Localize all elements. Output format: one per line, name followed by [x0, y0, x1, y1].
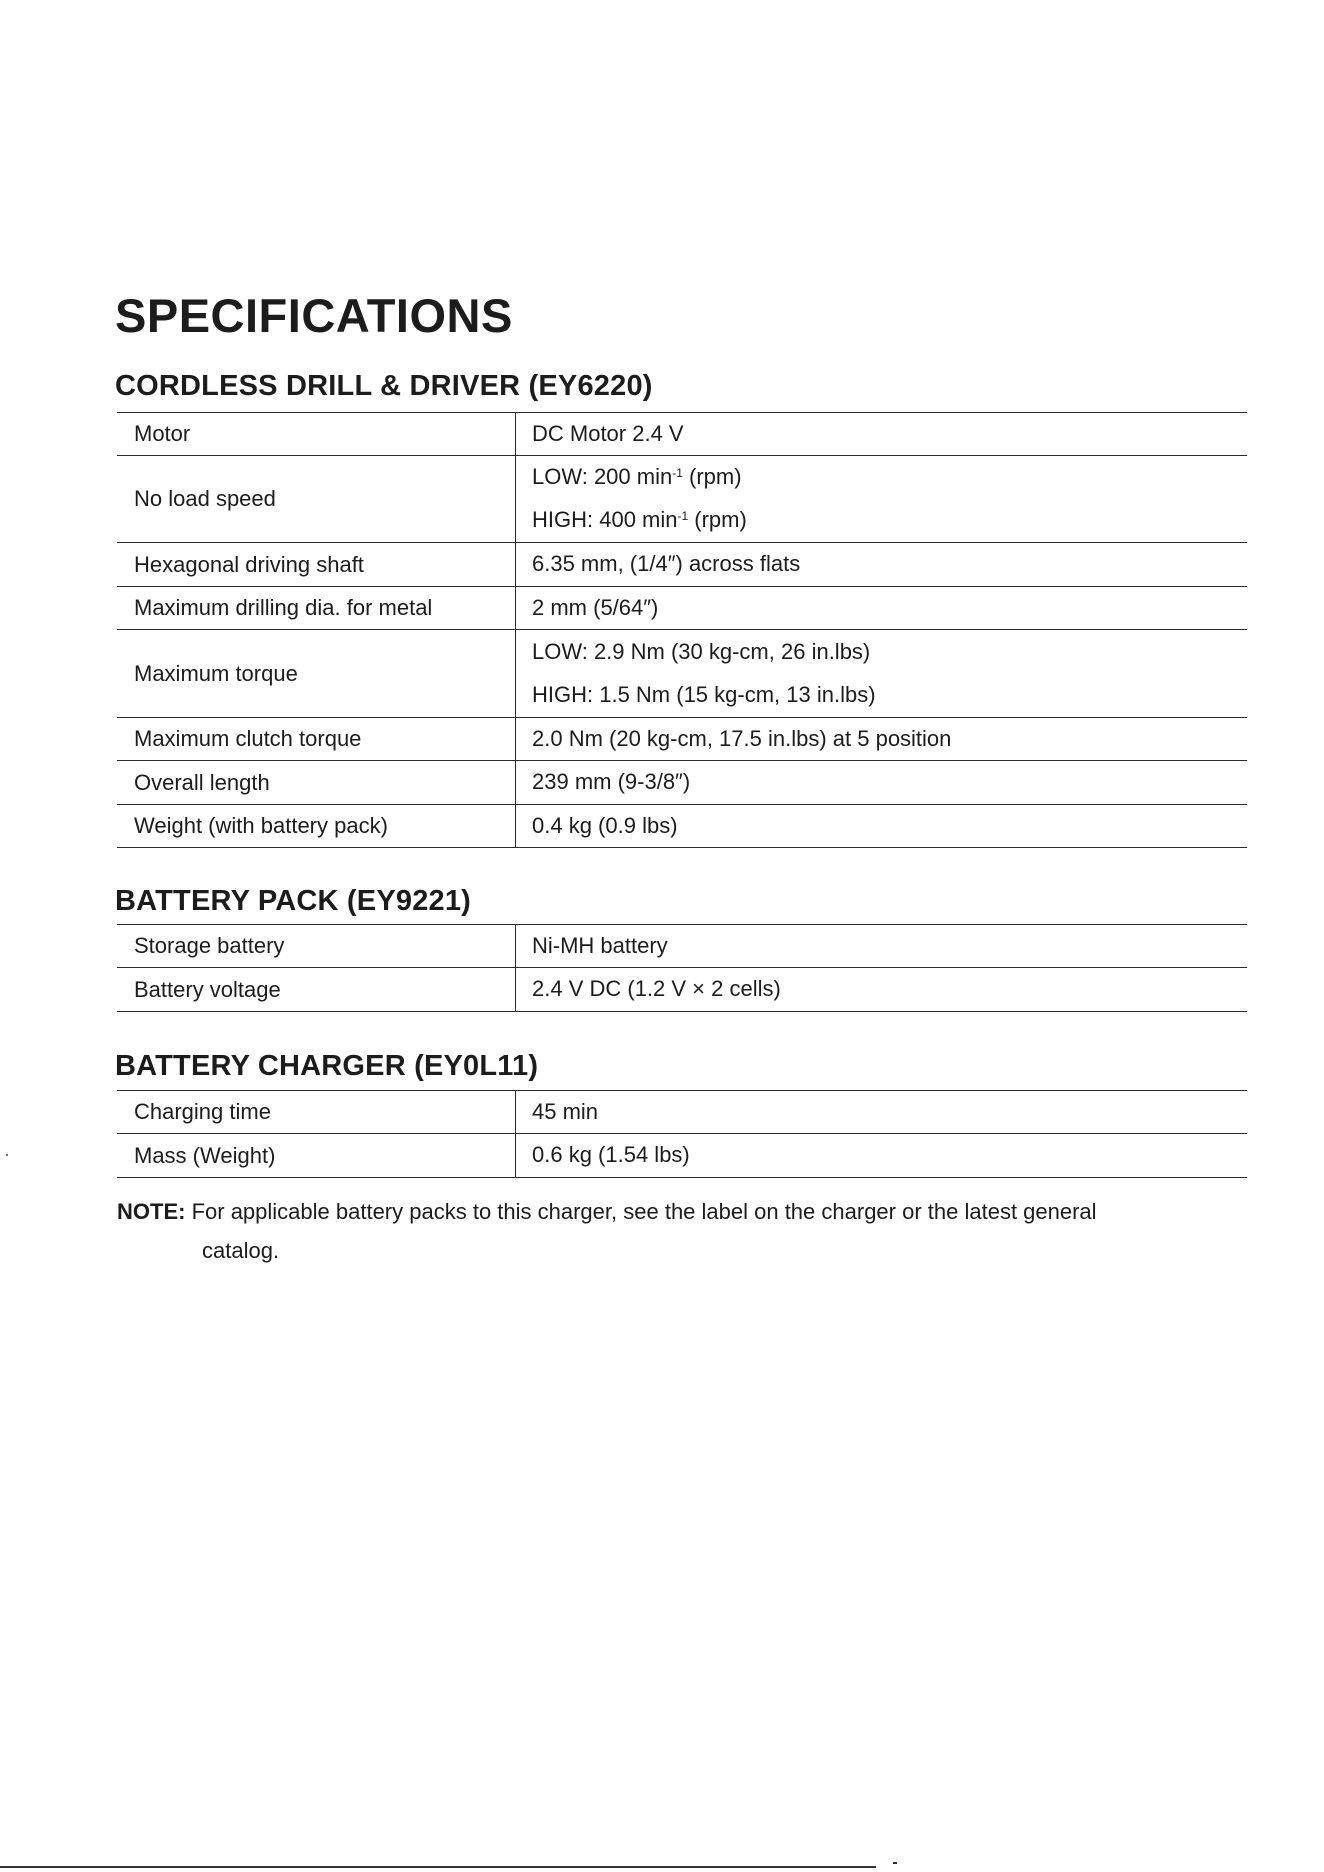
- row-values: [516, 1091, 1247, 1133]
- row-value: 0.4 kg (0.9 lbs): [532, 812, 678, 838]
- note-line-1: [117, 1192, 1227, 1231]
- row-value: 45 min: [532, 1098, 599, 1124]
- row-value: 2 mm (5/64″): [532, 594, 659, 620]
- row-label: Motor: [117, 413, 516, 455]
- note-text: For applicable battery packs to this charger, see the label on the charger or the latest general: [191, 1199, 1097, 1224]
- table-row: [117, 630, 1247, 718]
- row-value: LOW: 2.9 Nm (30 kg-cm, 26 in.lbs): [532, 638, 871, 664]
- row-value: Ni-MH battery: [532, 932, 668, 958]
- row-values: [516, 761, 1247, 804]
- superscript: -1: [677, 509, 689, 524]
- row-label: Storage battery: [117, 925, 516, 967]
- row-value: 6.35 mm, (1/4″) across flats: [532, 551, 801, 577]
- table-row: [117, 761, 1247, 805]
- row-values: [516, 968, 1247, 1011]
- section-heading-battery-pack: BATTERY PACK (EY9221): [115, 885, 472, 917]
- row-value: 2.4 V DC (1.2 V × 2 cells): [532, 976, 781, 1002]
- note-label: NOTE:: [117, 1199, 186, 1224]
- bottom-rule: [0, 1866, 876, 1868]
- row-label: Weight (with battery pack): [117, 805, 516, 847]
- row-value: 239 mm (9-3/8″): [532, 769, 691, 795]
- row-value: 2.0 Nm (20 kg-cm, 17.5 in.lbs) at 5 position: [532, 725, 952, 751]
- row-value: HIGH: 1.5 Nm (15 kg-cm, 13 in.lbs): [532, 682, 876, 708]
- row-label: Battery voltage: [117, 968, 516, 1011]
- spec-table-battery-pack: [117, 924, 1247, 1012]
- superscript: -1: [672, 466, 683, 481]
- row-label: Maximum torque: [117, 630, 516, 717]
- note: [117, 1192, 1227, 1270]
- table-row: [117, 456, 1247, 543]
- row-values: [516, 587, 1247, 629]
- row-values: [516, 925, 1247, 967]
- note-line-2: catalog.: [202, 1238, 280, 1263]
- row-values: [516, 456, 1247, 542]
- spec-table-drill: [117, 412, 1247, 848]
- row-label: Charging time: [117, 1091, 516, 1133]
- row-label: Overall length: [117, 761, 516, 804]
- section-heading-battery-charger: BATTERY CHARGER (EY0L11): [115, 1050, 539, 1082]
- table-row: [117, 543, 1247, 587]
- row-values: [516, 413, 1247, 455]
- row-label: Maximum drilling dia. for metal: [117, 587, 516, 629]
- row-values: [516, 630, 1247, 717]
- spec-table-battery-charger: [117, 1090, 1247, 1178]
- table-row: [117, 1091, 1247, 1134]
- table-row: [117, 968, 1247, 1012]
- table-row: [117, 925, 1247, 968]
- row-value: HIGH: 400 $\min^{-1} (rpm)$: [532, 507, 747, 533]
- row-label: Maximum clutch torque: [117, 718, 516, 760]
- row-values: [516, 1134, 1247, 1177]
- row-value: 0.6 kg (1.54 lbs): [532, 1142, 690, 1168]
- row-label: Mass (Weight): [117, 1134, 516, 1177]
- row-label: Hexagonal driving shaft: [117, 543, 516, 586]
- row-values: [516, 718, 1247, 760]
- table-row: [117, 805, 1247, 848]
- row-values: [516, 805, 1247, 847]
- row-values: [516, 543, 1247, 586]
- row-value: LOW: 200 $\min^{-1} (rpm)$: [532, 464, 742, 490]
- table-row: [117, 718, 1247, 761]
- row-value: DC Motor 2.4 V: [532, 420, 684, 446]
- row-label: No load speed: [117, 456, 516, 542]
- table-row: [117, 1134, 1247, 1178]
- table-row: [117, 587, 1247, 630]
- scan-mark: [6, 1154, 8, 1156]
- bottom-mark: [893, 1862, 897, 1864]
- page-title: SPECIFICATIONS: [115, 289, 513, 342]
- section-heading-drill: CORDLESS DRILL & DRIVER (EY6220): [115, 370, 653, 402]
- table-row: [117, 413, 1247, 456]
